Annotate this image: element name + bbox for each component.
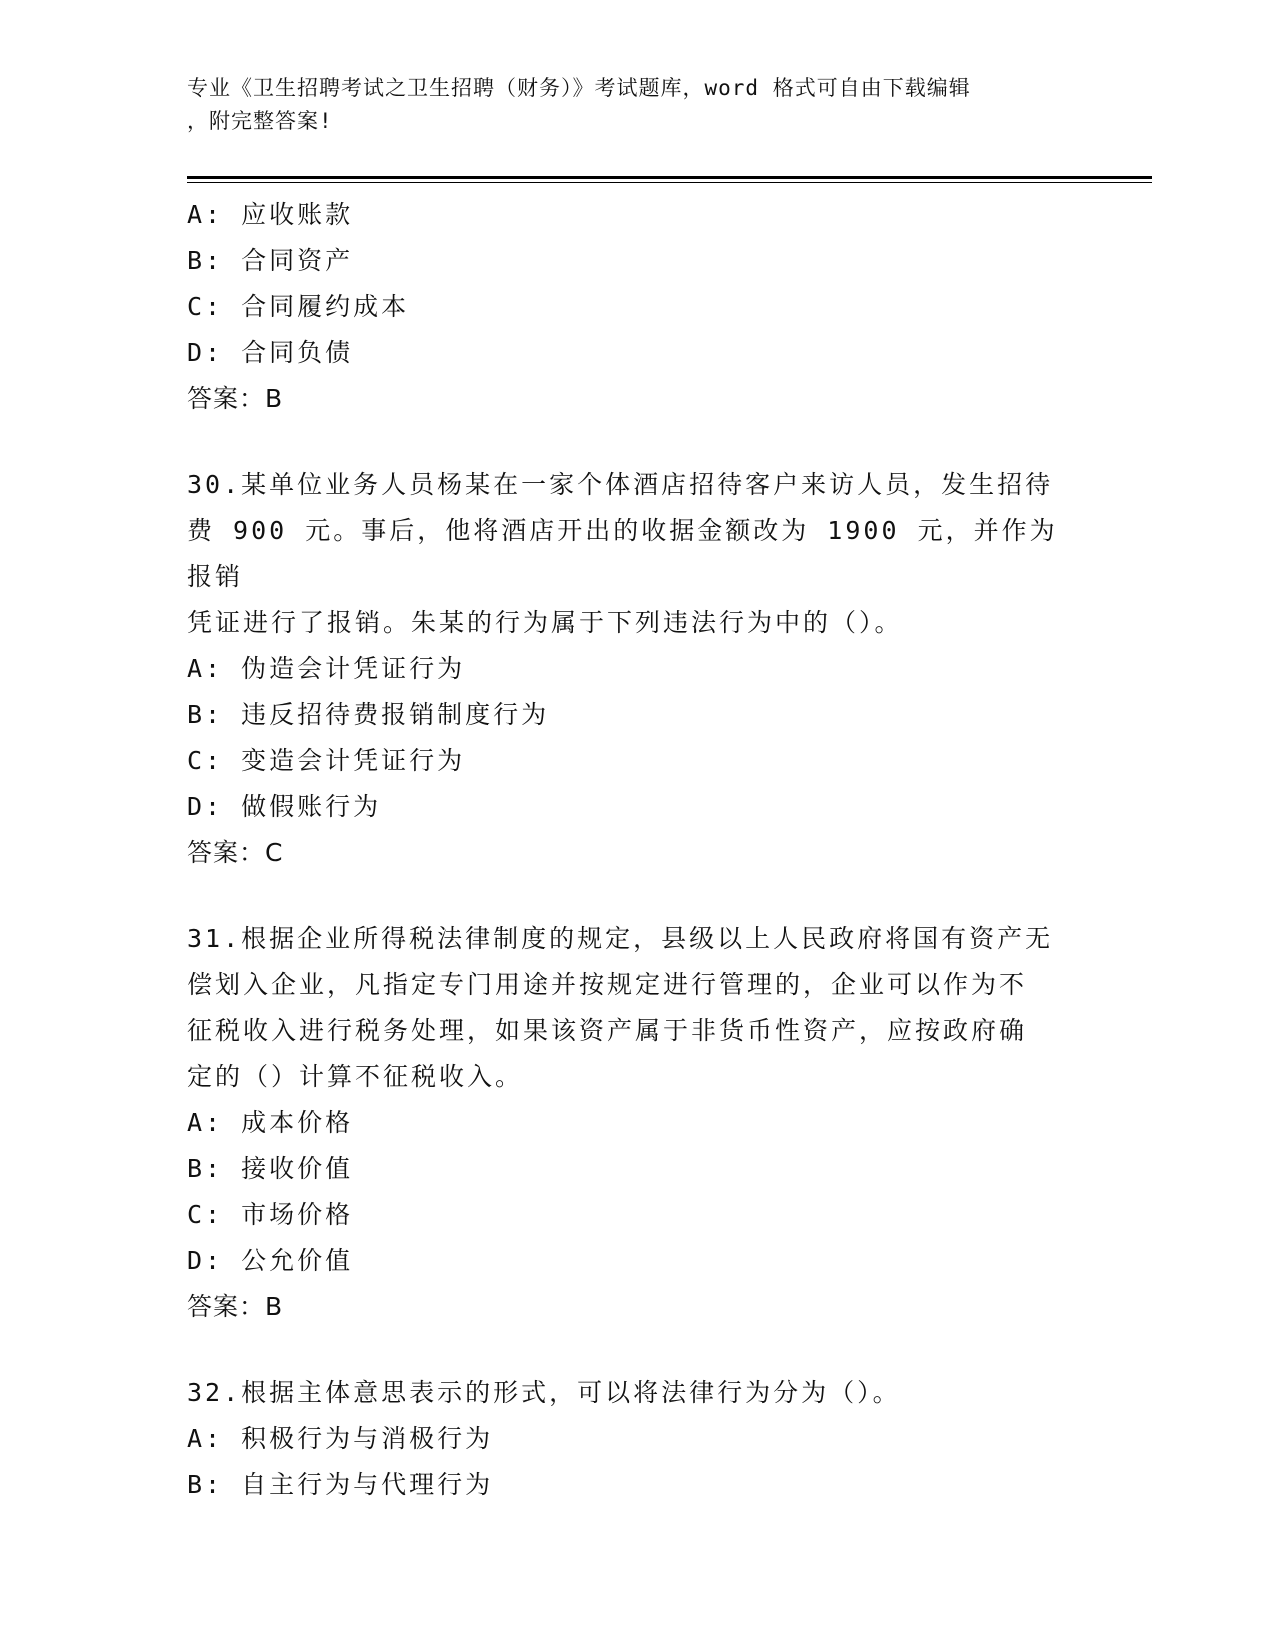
question-30-line-2: 费 900 元。事后，他将酒店开出的收据金额改为 1900 元，并作为报销 [187, 516, 1058, 591]
question-29-option-a: A: 应收账款 [187, 200, 354, 229]
header-divider-thin [187, 182, 1152, 183]
question-29-option-c: C: 合同履约成本 [187, 292, 410, 321]
question-30-option-a: A: 伪造会计凭证行为 [187, 654, 466, 683]
spacer [187, 1330, 1087, 1370]
document-header [187, 72, 1067, 138]
question-31-line-1: 31.根据企业所得税法律制度的规定，县级以上人民政府将国有资产无 [187, 924, 1054, 953]
question-30-line-3: 凭证进行了报销。朱某的行为属于下列违法行为中的（）。 [187, 608, 903, 637]
question-32-text [187, 1370, 1077, 1416]
question-29-option-d: D: 合同负债 [187, 338, 354, 367]
question-31-option-b: B: 接收价值 [187, 1154, 354, 1183]
question-31-line-4: 定的（）计算不征税收入。 [187, 1062, 524, 1091]
question-31-option-c: C: 市场价格 [187, 1200, 354, 1229]
question-30-text [187, 462, 1077, 646]
header-line-2: ，附完整答案! [187, 109, 333, 133]
question-32-block [187, 1370, 1087, 1508]
question-31-answer: 答案：B [187, 1292, 284, 1321]
question-30-answer: 答案：C [187, 838, 284, 867]
question-30-option-c: C: 变造会计凭证行为 [187, 746, 466, 775]
question-31-block [187, 916, 1087, 1330]
header-divider-thick [187, 176, 1152, 179]
question-30-block [187, 462, 1087, 876]
question-32-option-b: B: 自主行为与代理行为 [187, 1470, 494, 1499]
question-30-option-d: D: 做假账行为 [187, 792, 382, 821]
question-31-line-3: 征税收入进行税务处理，如果该资产属于非货币性资产，应按政府确 [187, 1016, 1028, 1045]
question-content [187, 192, 1087, 1508]
spacer [187, 876, 1087, 916]
question-30-option-b: B: 违反招待费报销制度行为 [187, 700, 550, 729]
question-29-option-b: B: 合同资产 [187, 246, 354, 275]
question-32-option-a: A: 积极行为与消极行为 [187, 1424, 494, 1453]
question-30-line-1: 30.某单位业务人员杨某在一家个体酒店招待客户来访人员，发生招待 [187, 470, 1054, 499]
question-32-line-1: 32.根据主体意思表示的形式，可以将法律行为分为（）。 [187, 1378, 901, 1407]
question-29-answer: 答案：B [187, 384, 284, 413]
question-31-option-d: D: 公允价值 [187, 1246, 354, 1275]
spacer [187, 422, 1087, 462]
question-31-line-2: 偿划入企业，凡指定专门用途并按规定进行管理的，企业可以作为不 [187, 970, 1028, 999]
question-31-text [187, 916, 1077, 1100]
question-29-block [187, 192, 1087, 422]
header-line-1: 专业《卫生招聘考试之卫生招聘（财务）》考试题库，word 格式可自由下载编辑 [187, 76, 971, 100]
question-31-option-a: A: 成本价格 [187, 1108, 354, 1137]
